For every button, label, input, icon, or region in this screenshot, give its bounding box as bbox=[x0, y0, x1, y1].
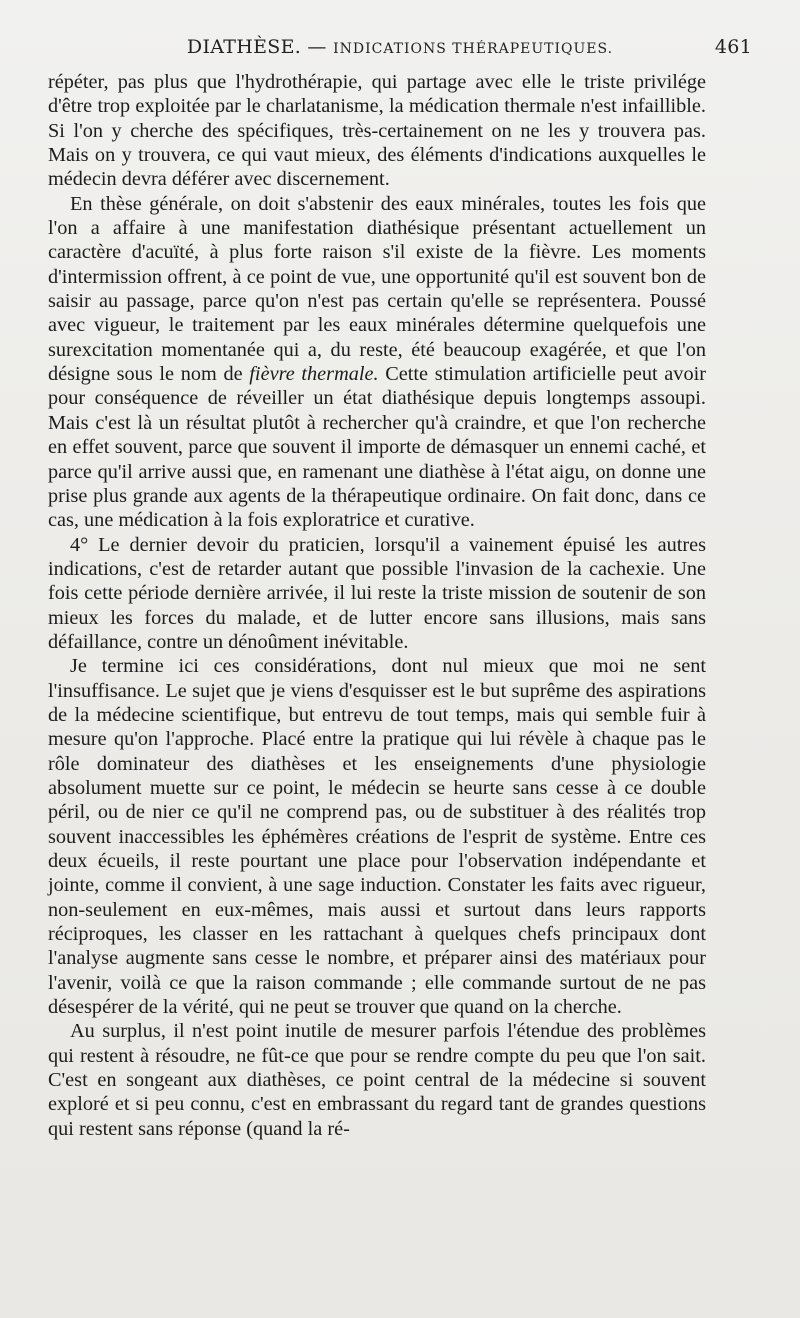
running-title-dash: — bbox=[301, 36, 334, 58]
paragraph-2 bbox=[48, 192, 706, 533]
paragraph-text: Je termine ici ces considérations, dont nul mieux que moi ne sent l'insuffisance. Le sujet que je viens d'esquisser est le but suprême des aspirations de la médecine scientifique, but entrevu de tout temps, mais qui semble fuir à mesure qu'on l'approche. Placé entre la pratique qui lui révèle à chaque pas le rôle dominateur des diathèses et les enseignements d'une physiologie absolument muette sur ce point, le médecin se heurte sans cesse à ce double péril, ou de nier ce qu'il ne comprend pas, ou de substituer à des réalités trop souvent inaccessibles les éphémères créations de l'esprit de système. Entre ces deux écueils, il reste pourtant une place pour l'observation indépendante et jointe, comme il convient, à une sage induction. Constater les faits avec rigueur, non-seulement en eux-mêmes, mais aussi et surtout dans leurs rapports réciproques, les classer en les rattachant à quelques chefs principaux dont l'analyse augmente sans cesse le nombre, et préparer ainsi des matériaux pour l'avenir, voilà ce que la raison commande ; elle commande surtout de ne pas désespérer de la vérité, qui ne peut se trouver que quand on la cherche. bbox=[48, 655, 706, 1019]
running-title bbox=[48, 36, 752, 58]
paragraph-text: 4° Le dernier devoir du praticien, lorsqu'il a vainement épuisé les autres indications, c'est de retarder autant que possible l'invasion de la cachexie. Une fois cette période dernière arrivée, il lui reste la triste mission de soutenir de son mieux les forces du malade, et de lutter encore sans illusions, mais sans défaillance, contre un dénoûment inévitable. bbox=[48, 533, 706, 653]
paragraph-5 bbox=[48, 1019, 706, 1141]
running-header bbox=[48, 36, 752, 62]
paragraph-4 bbox=[48, 654, 706, 1019]
page-number: 461 bbox=[714, 36, 752, 58]
running-title-sub: INDICATIONS THÉRAPEUTIQUES. bbox=[333, 41, 614, 57]
paragraph-text: En thèse générale, on doit s'abstenir des eaux minérales, toutes les fois que l'on a affaire à une manifestation diathésique présentant actuellement un caractère d'acuïté, à plus forte raison s'il existe de la fièvre. Les moments d'intermission offrent, à ce point de vue, une opportunité qu'il est souvent bon de saisir au passage, parce qu'on n'est pas certain qu'elle se représentera. Poussé avec vigueur, le traitement par les eaux minérales détermine quelquefois une surexcitation momentanée qui a, du reste, été beaucoup exagérée, et que l'on désigne sous le nom de bbox=[48, 192, 706, 386]
running-title-main: DIATHÈSE. bbox=[186, 36, 302, 58]
paragraph-text-continued: Cette stimulation artificielle peut avoir pour conséquence de réveiller un état diathésique depuis longtemps assoupi. Mais c'est là un résultat plutôt à rechercher qu'à craindre, et que l'on recherche en effet souvent, parce que souvent il importe de démasquer un ennemi caché, et parce qu'il arrive aussi que, en ramenant une diathèse à l'état aigu, on donne une prise plus grande aux agents de la thérapeutique ordinaire. On fait donc, dans ce cas, une médication à la fois exploratrice et curative. bbox=[48, 363, 706, 532]
paragraph-1 bbox=[48, 70, 706, 192]
paragraph-text: répéter, pas plus que l'hydrothérapie, qui partage avec elle le triste privilége d'être trop exploitée par le charlatanisme, la médication thermale n'est infaillible. Si l'on y cherche des spécifiques, très-certainement on ne les y trouvera pas. Mais on y trouvera, ce qui vaut mieux, des éléments d'indications auxquelles le médecin devra déférer avec discernement. bbox=[48, 71, 706, 191]
body-text bbox=[48, 70, 706, 1141]
italic-term: fièvre thermale. bbox=[249, 363, 379, 386]
paragraph-text: Au surplus, il n'est point inutile de mesurer parfois l'étendue des problèmes qui restent à résoudre, ne fût-ce que pour se rendre compte du peu que l'on sait. C'est en songeant aux diathèses, ce point central de la médecine si souvent exploré et si peu connu, c'est en embrassant du regard tant de grandes questions qui restent sans réponse (quand la ré- bbox=[48, 1020, 706, 1140]
paragraph-3 bbox=[48, 533, 706, 655]
